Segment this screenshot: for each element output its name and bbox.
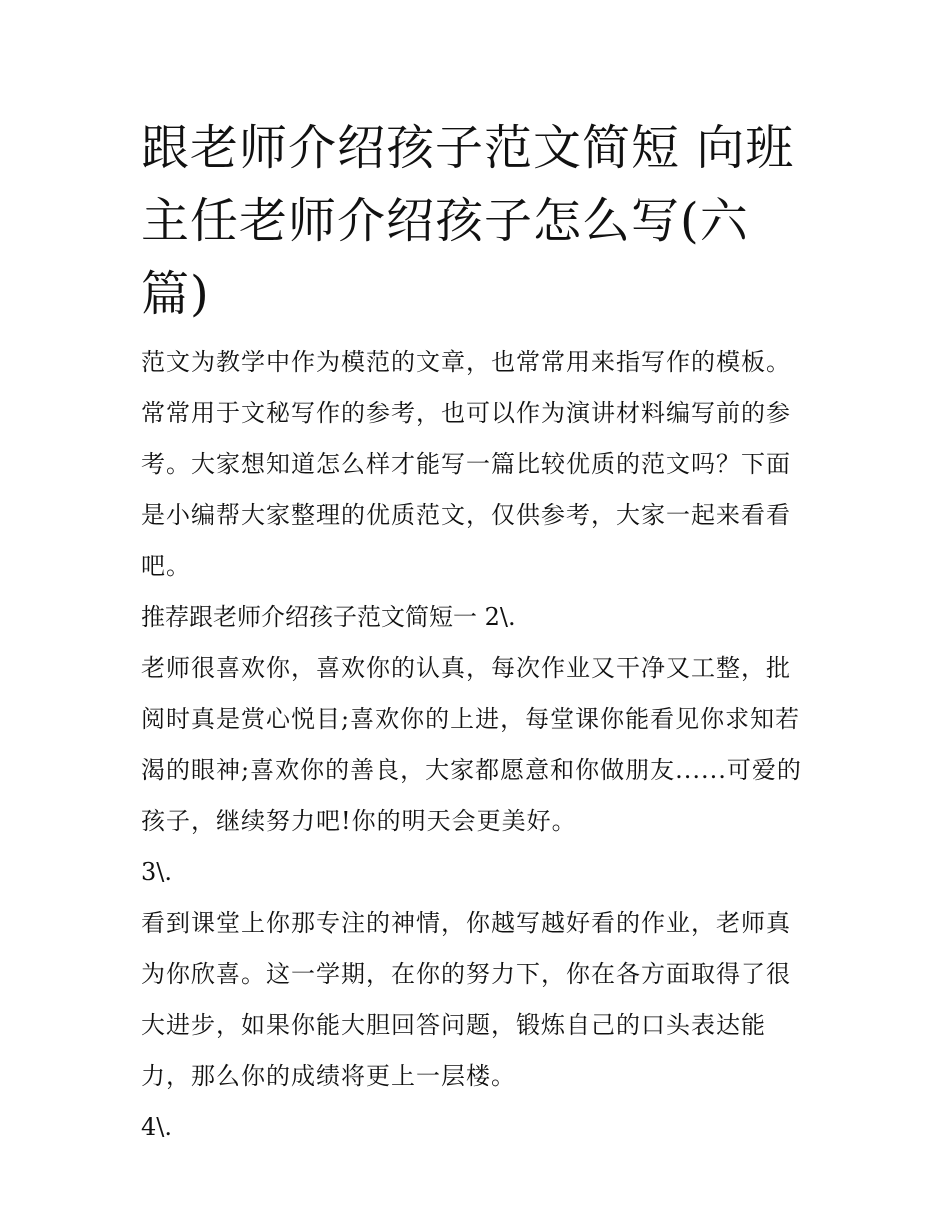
body-paragraph: 老师很喜欢你，喜欢你的认真，每次作业又干净又工整，批阅时真是赏心悦目;喜欢你的上进，每堂课你能看见你求知若渴的眼神;喜欢你的善良，大家都愿意和你做朋友......可爱的孩子，继续努力吧!你的明天会更美好。 [141, 654, 802, 835]
body-paragraph: 看到课堂上你那专注的神情，你越写越好看的作业，老师真为你欣喜。这一学期，在你的努力下，你在各方面取得了很大进步，如果你能大胆回答问题，锻炼自己的口头表达能力，那么你的成绩将更上一层楼。 [141, 909, 791, 1090]
section-marker: 3\. [141, 858, 172, 886]
section-heading: 推荐跟老师介绍孩子范文简短一 2\. [141, 603, 516, 631]
section-marker: 4\. [141, 1113, 172, 1141]
intro-paragraph: 范文为教学中作为模范的文章，也常常用来指写作的模板。常常用于文秘写作的参考，也可以作为演讲材料编写前的参考。大家想知道怎么样才能写一篇比较优质的范文吗？下面是小编帮大家整理的优质范文，仅供参考，大家一起来看看吧。 [141, 348, 791, 580]
document-title: 跟老师介绍孩子范文简短 向班主任老师介绍孩子怎么写(六篇) [141, 120, 795, 322]
document-page [141, 112, 821, 1153]
